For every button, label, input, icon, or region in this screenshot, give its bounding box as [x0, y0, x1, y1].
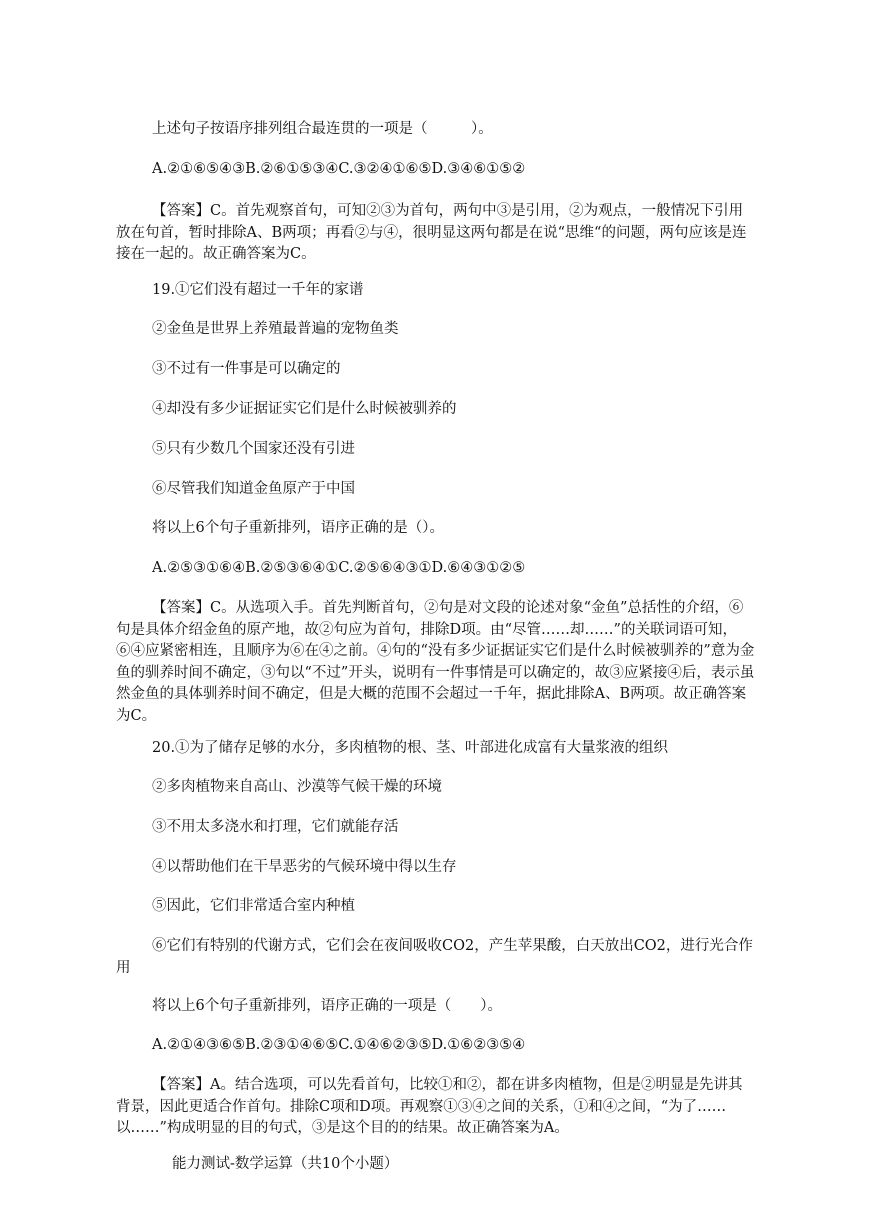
question-19-sentence-2: ②金鱼是世界上养殖最普遍的宠物鱼类: [152, 321, 399, 337]
question-19-sentence-4: ④却没有多少证据证实它们是什么时候被驯养的: [152, 401, 457, 417]
question-20-sentence-2: ②多肉植物来自高山、沙漠等气候干燥的环境: [152, 779, 442, 795]
question-19-options: A.②⑤③①⑥④B.②⑤③⑥④①C.②⑤⑥④③①D.⑥④③①②⑤: [152, 560, 526, 576]
question-20-options: A.②①④③⑥⑤B.②③①④⑥⑤C.①④⑥②③⑤D.①⑥②③⑤④: [152, 1037, 526, 1053]
question-20-stem: 将以上6个句子重新排列，语序正确的一项是（ ）。: [152, 998, 502, 1014]
question-20-sentence-3: ③不用太多浇水和打理，它们就能存活: [152, 819, 399, 835]
question-20-sentence-4: ④以帮助他们在干旱恶劣的气候环境中得以生存: [152, 859, 457, 875]
question-20-sentence-1: 20.①为了储存足够的水分，多肉植物的根、茎、叶部进化成富有大量浆液的组织: [152, 740, 669, 756]
question-20-explanation: 【答案】A。结合选项，可以先看首句，比较①和②，都在讲多肉植物，但是②明显是先讲其背景，因此更适合作首句。排除C项和D项。再观察①③④之间的关系，①和④之间，“为了……以……”构成明显的目的句式，③是这个目的的结果。故正确答案为A。: [116, 1077, 743, 1136]
question-20-sentence-5: ⑤因此，它们非常适合室内种植: [152, 898, 355, 914]
section-heading: 能力测试-数学运算（共10个小题）: [172, 1156, 399, 1172]
question-19-sentence-5: ⑤只有少数几个国家还没有引进: [152, 441, 355, 457]
question-20-sentence-6: ⑥它们有特别的代谢方式，它们会在夜间吸收CO2，产生苹果酸，白天放出CO2，进行光合作用: [116, 938, 753, 976]
question-19-stem: 将以上6个句子重新排列，语序正确的是（）。: [152, 520, 444, 536]
question-19-sentence-6: ⑥尽管我们知道金鱼原产于中国: [152, 481, 355, 497]
question-19-explanation: 【答案】C。从选项入手。首先判断首句，②句是对文段的论述对象“金鱼”总括性的介绍，⑥句是具体介绍金鱼的原产地，故②句应为首句，排除D项。由“尽管……却……”的关联词语可知，⑥④应紧密相连，且顺序为⑥在④之前。④句的“没有多少证据证实它们是什么时候被驯养的”意为金鱼的驯养时间不确定，③句以“不过”开头，说明有一件事情是可以确定的，故③应紧接④后，表示虽然金鱼的具体驯养时间不确定，但是大概的范围不会超过一千年，据此排除A、B两项。故正确答案为C。: [116, 600, 755, 724]
answer-options: A.②①⑥⑤④③B.②⑥①⑤③④C.③②④①⑥⑤D.③④⑥①⑤②: [152, 161, 526, 177]
question-19-sentence-1: 19.①它们没有超过一千年的家谱: [152, 282, 364, 298]
answer-explanation: 【答案】C。首先观察首句，可知②③为首句，两句中③是引用，②为观点，一般情况下引用放在句首，暂时排除A、B两项；再看②与④，很明显这两句都是在说“思维“的问题，两句应该是连接在一起的。故正确答案为C。: [116, 203, 747, 262]
question-stem: 上述句子按语序排列组合最连贯的一项是（ ）。: [152, 121, 493, 137]
question-19-sentence-3: ③不过有一件事是可以确定的: [152, 361, 341, 377]
